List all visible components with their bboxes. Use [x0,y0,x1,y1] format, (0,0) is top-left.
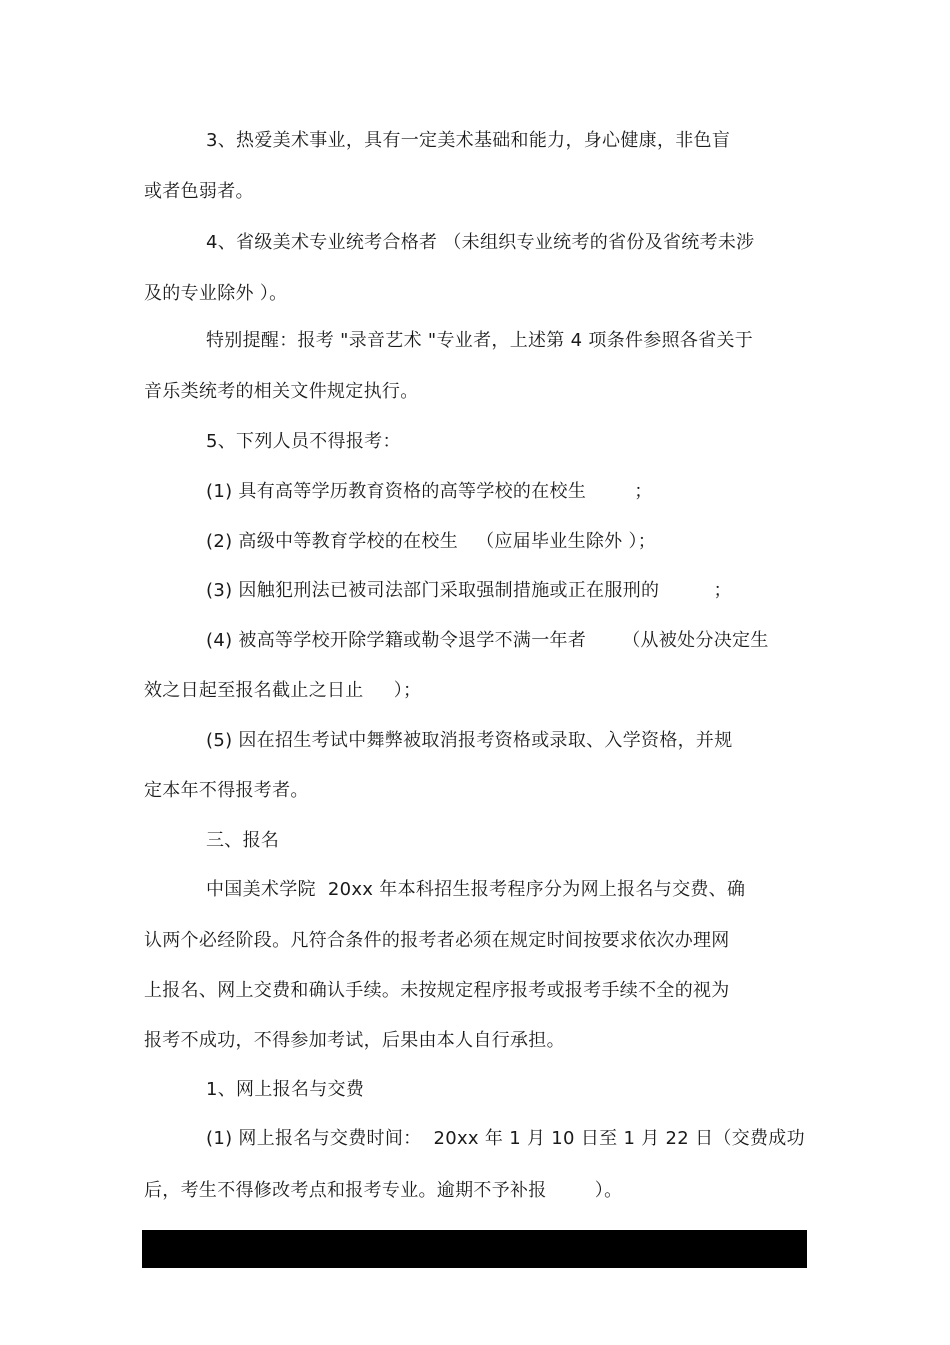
paragraph-line: 定本年不得报考者。 [144,780,309,801]
paragraph-line: 3、热爱美术事业，具有一定美术基础和能力，身心健康，非色盲 [206,130,731,151]
list-item: (2) 高级中等教育学校的在校生 （应届毕业生除外 ）； [206,531,657,552]
list-item: (1) 网上报名与交费时间： 20xx 年 1 月 10 日至 1 月 22 日（交费成功 [206,1128,805,1149]
paragraph-line: 报考不成功，不得参加考试，后果由本人自行承担。 [144,1030,565,1051]
paragraph-line: 中国美术学院 20xx 年本科招生报考程序分为网上报名与交费、确 [206,879,746,900]
paragraph-line: 上报名、网上交费和确认手续。未按规定程序报考或报考手续不全的视为 [144,980,730,1001]
paragraph-line: 效之日起至报名截止之日止 ）； [144,680,422,701]
list-item: (3) 因触犯刑法已被司法部门采取强制措施或正在服刑的 ； [206,580,732,601]
paragraph-line: 认两个必经阶段。凡符合条件的报考者必须在规定时间按要求依次办理网 [144,930,730,951]
paragraph-line: 4、省级美术专业统考合格者 （未组织专业统考的省份及省统考未涉 [206,232,755,253]
subsection-heading: 1、网上报名与交费 [206,1079,365,1100]
section-heading: 三、报名 [206,830,280,851]
list-item: (4) 被高等学校开除学籍或勒令退学不满一年者 （从被处分决定生 [206,630,769,651]
list-item: (1) 具有高等学历教育资格的高等学校的在校生 ； [206,481,653,502]
paragraph-line: 音乐类统考的相关文件规定执行。 [144,381,419,402]
list-item: (5) 因在招生考试中舞弊被取消报考资格或录取、入学资格，并规 [206,730,733,751]
paragraph-line: 5、下列人员不得报考： [206,431,401,452]
paragraph-line: 及的专业除外 ）。 [144,283,288,304]
redaction-bar [142,1230,807,1268]
paragraph-line: 或者色弱者。 [144,181,254,202]
paragraph-line: 特别提醒：报考 "录音艺术 "专业者，上述第 4 项条件参照各省关于 [206,330,754,351]
paragraph-line: 后，考生不得修改考点和报考专业。逾期不予补报 ）。 [144,1180,623,1201]
